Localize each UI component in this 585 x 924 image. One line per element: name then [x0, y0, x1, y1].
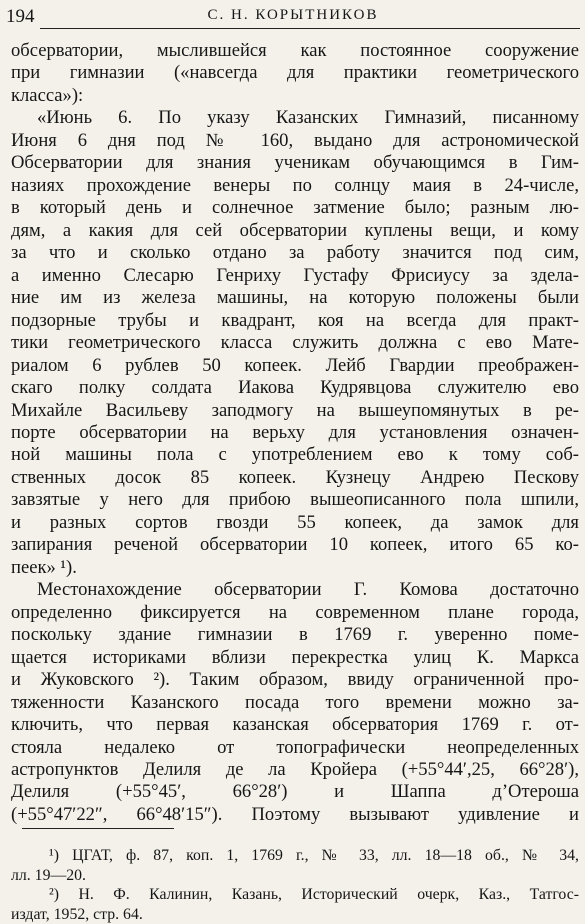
- text-line: в который день и солнечное затмение было; разным лю-: [11, 197, 579, 219]
- footnote-rule: [22, 828, 174, 829]
- footnote-line: ¹) ЦГАТ, ф. 87, коп. 1, 1769 г., № 33, лл. 18—18 об., № 34,: [11, 846, 579, 866]
- footnote-line: лл. 19—20.: [11, 866, 579, 886]
- text-line: тики геометрического класса служить должна с ево Мате-: [11, 332, 579, 354]
- text-line: «Июнь 6. По указу Казанских Гимназий, писанному: [11, 107, 579, 129]
- text-line: и разных сортов гвозди 55 копеек, да замок для: [11, 512, 579, 534]
- text-line: астропунктов Делиля де ла Кройера (+55°44′,25, 66°28′),: [11, 759, 579, 781]
- text-line: стояла недалеко от топографически неопределенных: [11, 737, 579, 759]
- text-line: за что и сколько отдано за работу значится под сим,: [11, 242, 579, 264]
- text-line: подзорные трубы и квадрант, коя на всегда для практ-: [11, 310, 579, 332]
- footnote-line: издат, 1952, стр. 64.: [11, 905, 579, 924]
- page-number: 194: [6, 6, 35, 28]
- text-line: Июня 6 дня под № 160, выдано для астрономической: [11, 130, 579, 152]
- text-line: запирания реченой обсерватории 10 копеек, итого 65 ко-: [11, 534, 579, 556]
- text-line: а именно Слесарю Генриху Густафу Фрисиусу за здела-: [11, 265, 579, 287]
- header-rule: [40, 28, 580, 29]
- text-line: ственных досок 85 копеек. Кузнецу Андрею Пескову: [11, 467, 579, 489]
- text-line: пеек» ¹).: [11, 557, 579, 579]
- footnote-line: ²) Н. Ф. Калинин, Казань, Исторический очерк, Каз., Татгос-: [11, 885, 579, 905]
- text-line: щается историками вблизи перекрестка улиц К. Маркса: [11, 647, 579, 669]
- text-line: Михайле Васильеву заподмогу на вышеупомянутых в ре-: [11, 400, 579, 422]
- text-line: скаго полку солдата Иакова Кудрявцова служителю ево: [11, 377, 579, 399]
- text-line: риалом 6 рублев 50 копеек. Лейб Гвардии преображен-: [11, 355, 579, 377]
- text-line: определенно фиксируется на современном плане города,: [11, 602, 579, 624]
- text-line: Местонахождение обсерватории Г. Комова достаточно: [11, 579, 579, 601]
- text-line: при гимназии («навсегда для практики геометрического: [11, 62, 579, 84]
- text-line: ной машины пола с употреблением ево к тому соб-: [11, 444, 579, 466]
- text-line: Обсерватории для знания ученикам обучающимся в Гим-: [11, 152, 579, 174]
- text-line: тяженности Казанского посада того времени можно за-: [11, 692, 579, 714]
- text-line: Делиля (+55°45′, 66°28′) и Шаппа д’Отероша: [11, 781, 579, 803]
- text-line: класса»):: [11, 85, 579, 107]
- text-line: дям, а какия для сей обсерватории куплены вещи, и кому: [11, 220, 579, 242]
- text-line: порте обсерватории на верьху для установления означен-: [11, 422, 579, 444]
- text-line: назиях прохождение венеры по солнцу маия в 24-числе,: [11, 175, 579, 197]
- text-line: ключить, что первая казанская обсерватория 1769 г. от-: [11, 714, 579, 736]
- text-line: ние им из железа машины, на которую положены были: [11, 287, 579, 309]
- running-head: С. Н. КОРЫТНИКОВ: [6, 7, 580, 24]
- text-line: (+55°47′22″, 66°48′15″). Поэтому вызывают удивление и: [11, 804, 579, 826]
- text-line: поскольку здание гимназии в 1769 г. уверенно поме-: [11, 624, 579, 646]
- text-line: обсерватории, мыслившейся как постоянное сооружение: [11, 40, 579, 62]
- main-text: [11, 40, 579, 826]
- footnotes: [11, 846, 579, 924]
- text-line: и Жуковского ²). Таким образом, ввиду ограниченной про-: [11, 669, 579, 691]
- text-line: завзятые у него для прибою вышеописанного пола шпили,: [11, 489, 579, 511]
- page-header: [6, 6, 580, 30]
